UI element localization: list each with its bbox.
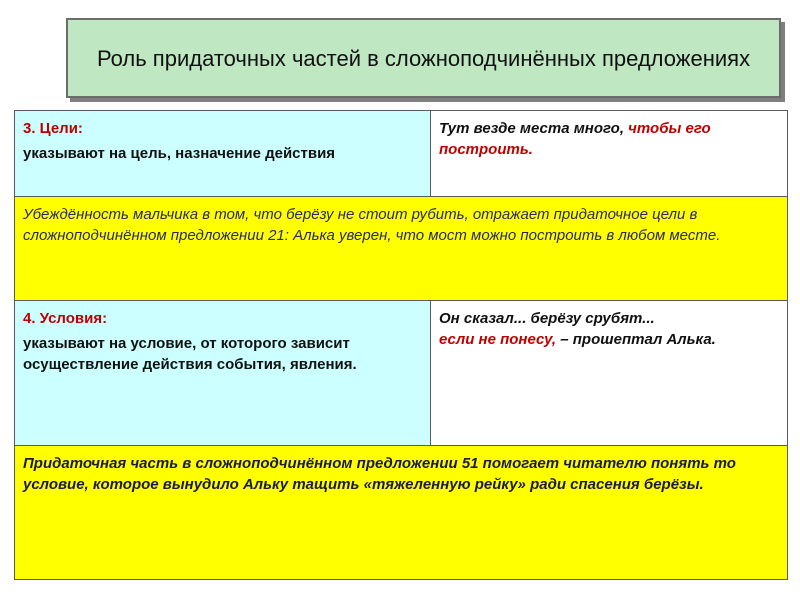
table-row-condition xyxy=(15,301,788,446)
purpose-explanation-cell xyxy=(15,197,788,301)
table-row-purpose xyxy=(15,111,788,197)
condition-example-end: – прошептал Алька. xyxy=(556,331,716,348)
condition-example-cell xyxy=(431,301,788,446)
purpose-example-main: Тут везде места много, xyxy=(439,120,624,137)
condition-explanation-cell xyxy=(15,446,788,580)
condition-description: указывают на условие, от которого зависит осуществление действия события, явления. xyxy=(23,335,357,373)
condition-definition-cell xyxy=(15,301,431,446)
table-row-purpose-explanation xyxy=(15,197,788,301)
purpose-definition-cell xyxy=(15,111,431,197)
purpose-description: указывают на цель, назначение действия xyxy=(23,145,336,162)
purpose-example-cell xyxy=(431,111,788,197)
purpose-heading: 3. Цели: xyxy=(23,120,83,137)
page-title: Роль придаточных частей в сложноподчинённых предложениях xyxy=(96,45,751,71)
table-row-condition-explanation xyxy=(15,446,788,580)
condition-example-clause: если не понесу, xyxy=(439,331,557,348)
condition-explanation: Придаточная часть в сложноподчинённом предложении 51 помогает читателю понять то условие, которое вынудило Альку тащить «тяжеленную рейку» ради спасения берёзы. xyxy=(23,455,736,493)
purpose-example-clause: чтобы его построить. xyxy=(439,120,711,158)
condition-example-main: Он сказал... берёзу срубят... xyxy=(439,310,655,327)
purpose-explanation: Убеждённость мальчика в том, что берёзу не стоит рубить, отражает придаточное цели в сложноподчинённом предложении 21: Алька уверен, что мост можно построить в любом месте. xyxy=(23,206,721,244)
condition-heading: 4. Условия: xyxy=(23,310,108,327)
roles-table xyxy=(14,110,788,580)
title-box xyxy=(66,18,781,98)
